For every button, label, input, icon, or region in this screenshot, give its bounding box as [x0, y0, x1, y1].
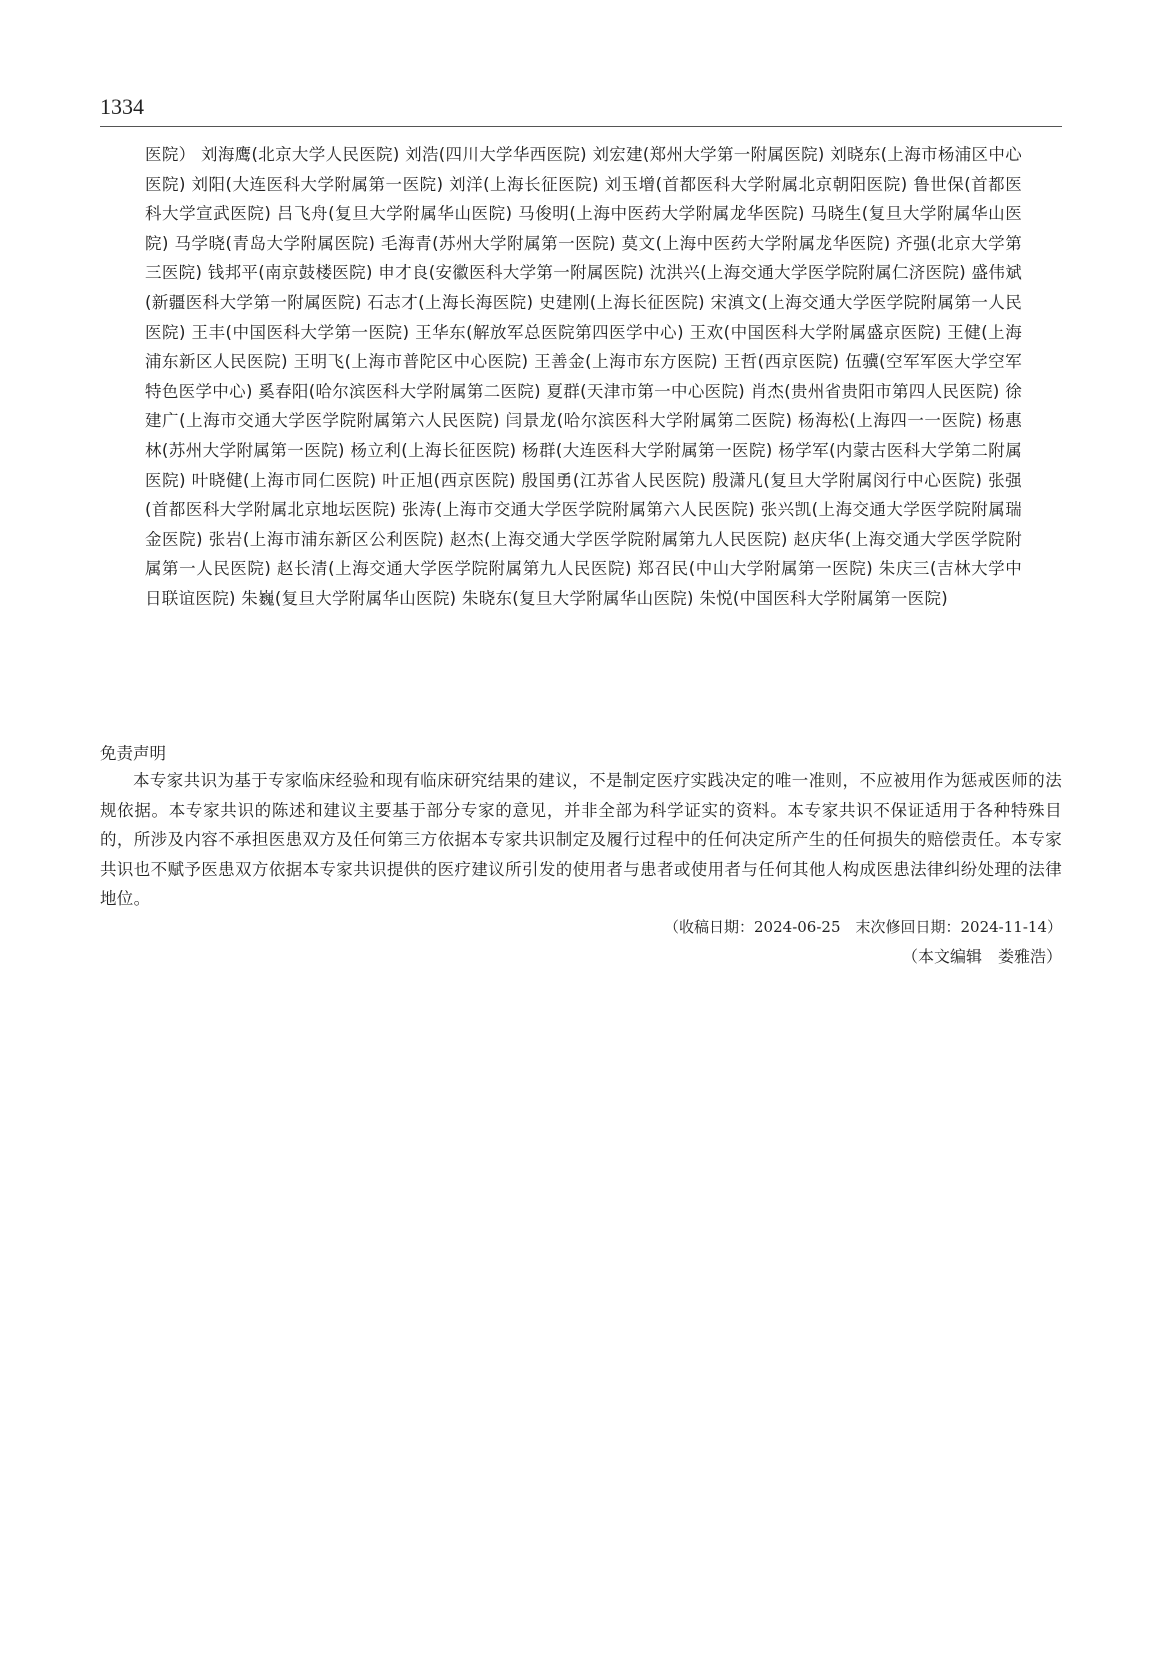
- running-header: [100, 92, 1062, 127]
- article-editor: （本文编辑 娄雅浩）: [901, 947, 1062, 966]
- received-revised-dates: （收稿日期：2024-06-25 末次修回日期：2024-11-14）: [664, 918, 1062, 936]
- disclaimer-body: 本专家共识为基于专家临床经验和现有临床研究结果的建议，不是制定医疗实践决定的唯一准则，不应被用作为惩戒医师的法规依据。本专家共识的陈述和建议主要基于部分专家的意见，并非全部为科学证实的资料。本专家共识不保证适用于各种特殊目的，所涉及内容不承担医患双方及任何第三方依据本专家共识制定及履行过程中的任何决定所产生的任何损失的赔偿责任。本专家共识也不赋予医患双方依据本专家共识提供的医疗建议所引发的使用者与患者或使用者与任何其他人构成医患法律纠纷处理的法律地位。: [100, 771, 1062, 909]
- disclaimer-heading: 免责声明: [100, 744, 166, 763]
- expert-author-list: 医院） 刘海鹰(北京大学人民医院) 刘浩(四川大学华西医院) 刘宏建(郑州大学第一附属医院) 刘晓东(上海市杨浦区中心医院) 刘阳(大连医科大学附属第一医院) 刘洋(上海长征医院) 刘玉增(首都医科大学附属北京朝阳医院) 鲁世保(首都医科大学宣武医院) 吕飞舟(复旦大学附属华山医院) 马俊明(上海中医药大学附属龙华医院) 马晓生(复旦大学附属华山医院) 马学晓(青岛大学附属医院) 毛海青(苏州大学附属第一医院) 莫文(上海中医药大学附属龙华医院) 齐强(北京大学第三医院) 钱邦平(南京鼓楼医院) 申才良(安徽医科大学第一附属医院) 沈洪兴(上海交通大学医学院附属仁济医院) 盛伟斌(新疆医科大学第一附属医院) 石志才(上海长海医院) 史建刚(上海长征医院) 宋滇文(上海交通大学医学院附属第一人民医院) 王丰(中国医科大学第一医院) 王华东(解放军总医院第四医学中心) 王欢(中国医科大学附属盛京医院) 王健(上海浦东新区人民医院) 王明飞(上海市普陀区中心医院) 王善金(上海市东方医院) 王哲(西京医院) 伍骥(空军军医大学空军特色医学中心) 奚春阳(哈尔滨医科大学附属第二医院) 夏群(天津市第一中心医院) 肖杰(贵州省贵阳市第四人民医院) 徐建广(上海市交通大学医学院附属第六人民医院) 闫景龙(哈尔滨医科大学附属第二医院) 杨海松(上海四一一医院) 杨惠林(苏州大学附属第一医院) 杨立利(上海长征医院) 杨群(大连医科大学附属第一医院) 杨学军(内蒙古医科大学第二附属医院) 叶晓健(上海市同仁医院) 叶正旭(西京医院) 殷国勇(江苏省人民医院) 殷潇凡(复旦大学附属闵行中心医院) 张强(首都医科大学附属北京地坛医院) 张涛(上海市交通大学医学院附属第六人民医院) 张兴凯(上海交通大学医学院附属瑞金医院) 张岩(上海市浦东新区公利医院) 赵杰(上海交通大学医学院附属第九人民医院) 赵庆华(上海交通大学医学院附属第一人民医院) 赵长清(上海交通大学医学院附属第九人民医院) 郑召民(中山大学附属第一医院) 朱庆三(吉林大学中日联谊医院) 朱巍(复旦大学附属华山医院) 朱晓东(复旦大学附属华山医院) 朱悦(中国医科大学附属第一医院): [145, 145, 1022, 608]
- page-number: 1334: [100, 94, 144, 119]
